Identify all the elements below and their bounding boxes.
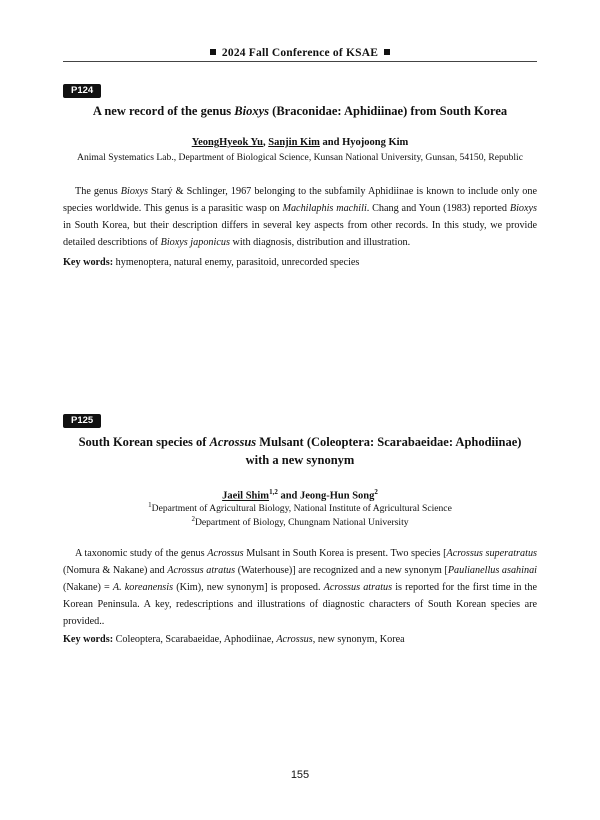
running-header xyxy=(63,47,537,59)
page-number: 155 xyxy=(290,769,310,781)
italic-taxon: Bioxys japonicus xyxy=(160,237,230,248)
affiliation-text: Department of Agricultural Biology, National Institute of Agricultural Science xyxy=(151,503,452,515)
author-name: YeongHyeok Yu xyxy=(191,137,263,148)
text-run: with diagnosis, distribution and illustration. xyxy=(229,237,411,248)
author-separator: and xyxy=(319,137,343,148)
affiliation xyxy=(63,513,537,529)
italic-taxon: Acrossus xyxy=(207,548,244,559)
text-run: (Waterhouse)] are recognized and a new synonym [ xyxy=(235,565,448,576)
italic-taxon: Paulianellus asahinai xyxy=(447,565,537,576)
italic-taxon: Machilaphis machili xyxy=(282,203,367,214)
text-run: (Kim), new synonym] is proposed. xyxy=(173,582,324,593)
affiliation-superscript: 1 xyxy=(148,501,152,509)
affiliation-text: Department of Biology, Chungnam National University xyxy=(194,517,409,529)
author-superscript: 1,2 xyxy=(269,488,278,496)
text-run: , new synonym, Korea xyxy=(312,634,405,645)
text-run: (Nomura & Nakane) and xyxy=(63,565,168,576)
text-run: The genus xyxy=(75,186,121,197)
keywords-label: Key words: xyxy=(63,634,114,645)
header-rule xyxy=(63,61,537,62)
affiliation: Animal Systematics Lab., Department of Biological Science, Kunsan National University, Gunsan, 54150, Republic xyxy=(77,152,523,163)
author-name: Hyojoong Kim xyxy=(342,137,409,148)
paper-title xyxy=(63,102,537,120)
italic-taxon: Acrossus xyxy=(276,634,313,645)
italic-taxon: Bioxys xyxy=(509,203,537,214)
author-separator: and xyxy=(277,490,300,502)
text-run: is reported for the first time in the Korean Peninsula. A key, redescriptions and illustrations of diagnostic characters of South Korean species are provided.. xyxy=(63,582,537,627)
title-text: A new record of the genus xyxy=(92,104,235,118)
paper-id-badge: P125 xyxy=(63,414,101,428)
author-name: Sanjin Kim xyxy=(268,137,320,148)
author-name: Jeong-Hun Song xyxy=(300,490,375,502)
italic-taxon: Acrossus superatratus xyxy=(446,548,537,559)
keywords-label: Key words: xyxy=(63,257,114,268)
abstract-body xyxy=(63,545,537,630)
title-genus: Acrossus xyxy=(209,435,257,449)
paper-id-badge: P124 xyxy=(63,84,101,98)
author-name: Jaeil Shim xyxy=(222,490,270,502)
keywords-line xyxy=(63,633,537,647)
square-bullet-icon xyxy=(384,49,390,55)
text-run: . Chang and Youn (1983) reported xyxy=(366,203,510,214)
italic-taxon: Acrossus atratus xyxy=(167,565,236,576)
text-run: Coleoptera, Scarabaeidae, Aphodiinae, xyxy=(113,634,277,645)
title-text: Mulsant (Coleoptera: Scarabaeidae: Aphodiinae) xyxy=(256,435,522,449)
italic-taxon: Acrossus atratus xyxy=(323,582,393,593)
title-text: with a new synonym xyxy=(245,453,355,467)
text-run: hymenoptera, natural enemy, parasitoid, unrecorded species xyxy=(113,257,360,268)
author-separator: , xyxy=(262,137,269,148)
keywords-line xyxy=(63,256,537,270)
abstract-body xyxy=(63,183,537,251)
title-text: South Korean species of xyxy=(78,435,210,449)
text-run: A taxonomic study of the genus xyxy=(75,548,208,559)
author-list xyxy=(63,136,537,150)
italic-taxon: A. koreanensis xyxy=(112,582,174,593)
text-run: Mulsant in South Korea is present. Two species [ xyxy=(243,548,447,559)
text-run: in South Korea, but their description differs in several key aspects from other records. In this study, we provide detailed describtions of xyxy=(63,220,537,248)
affiliation-superscript: 2 xyxy=(191,515,195,523)
text-run: (Nakane) = xyxy=(63,582,113,593)
title-text: (Braconidae: Aphidiinae) from South Korea xyxy=(269,104,508,118)
title-genus: Bioxys xyxy=(234,104,270,118)
italic-taxon: Bioxys xyxy=(120,186,148,197)
author-superscript: 2 xyxy=(374,488,378,496)
square-bullet-icon xyxy=(210,49,216,55)
paper-title xyxy=(63,433,537,469)
text-run: Starý & Schlinger, 1967 belonging to the subfamily Aphidiinae is known to include only one species worldwide. This genus is a parasitic wasp on xyxy=(63,186,537,214)
header-text: 2024 Fall Conference of KSAE xyxy=(221,47,379,59)
